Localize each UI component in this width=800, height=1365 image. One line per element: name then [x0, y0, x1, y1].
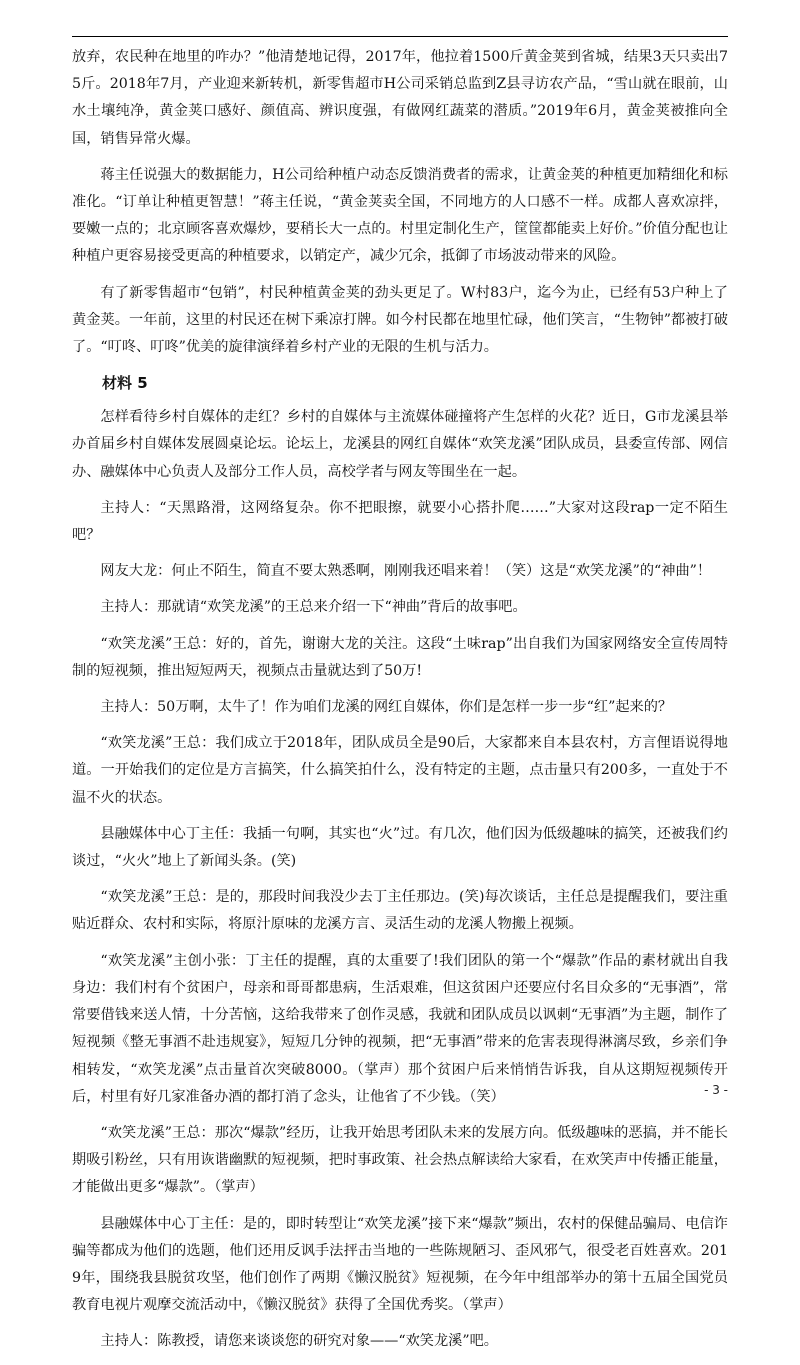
paragraph: 县融媒体中心丁主任：是的，即时转型让“欢笑龙溪”接下来“爆款”频出，农村的保健品骗局、电信诈骗等都成为他们的选题，他们还用反讽手法抨击当地的一些陈规陋习、歪风邪气，很受老百姓喜欢。2019年，围绕我县脱贫攻坚，他们创作了两期《懒汉脱贫》短视频，在今年中组部举办的第十五届全国党员教育电视片观摩交流活动中，《懒汉脱贫》获得了全国优秀奖。（掌声）: [72, 1215, 728, 1314]
paragraph: 县融媒体中心丁主任：我插一句啊，其实也“火”过。有几次，他们因为低级趣味的搞笑，还被我们约谈过，“火火”地上了新闻头条。(笑): [72, 825, 728, 870]
header-rule: [72, 36, 728, 37]
paragraph: 主持人：那就请“欢笑龙溪”的王总来介绍一下“神曲”背后的故事吧。: [100, 599, 527, 616]
paragraph: “欢笑龙溪”王总：我们成立于2018年，团队成员全是90后，大家都来自本县农村，方言俚语说得地道。一开始我们的定位是方言搞笑，什么搞笑拍什么，没有特定的主题，点击量只有200多，一直处于不温不火的状态。: [72, 735, 728, 806]
paragraph: 放弃，农民种在地里的咋办？”他清楚地记得，2017年，他拉着1500斤黄金荚到省城，结果3天只卖出75斤。2018年7月，产业迎来新转机，新零售超市H公司采销总监到Z县寻访农产品，“雪山就在眼前，山水土壤纯净，黄金荚口感好、颜值高、辨识度强，有做网红蔬菜的潜质。”2019年6月，黄金荚被推向全国，销售异常火爆。: [72, 49, 728, 147]
paragraph: “欢笑龙溪”王总：好的，首先，谢谢大龙的关注。这段“土味rap”出自我们为国家网络安全宣传周特制的短视频，推出短短两天，视频点击量就达到了50万!: [72, 635, 728, 679]
paragraph: “欢笑龙溪”王总：是的，那段时间我没少去丁主任那边。(笑)每次谈话，主任总是提醒我们，要注重贴近群众、农村和实际，将原汁原味的龙溪方言、灵活生动的龙溪人物搬上视频。: [72, 889, 728, 933]
paragraph: 蒋主任说强大的数据能力，H公司给种植户动态反馈消费者的需求，让黄金荚的种植更加精细化和标准化。“订单让种植更智慧！”蒋主任说，“黄金荚卖全国，不同地方的人口感不一样。成都人喜欢凉拌，要嫩一点的；北京顾客喜欢爆炒，要稍长大一点的。村里定制化生产，筐筐都能卖上好价。”价值分配也让种植户更容易接受更高的种植要求，以销定产，减少冗余，抵御了市场波动带来的风险。: [72, 166, 728, 265]
paragraph: “欢笑龙溪”主创小张：丁主任的提醒，真的太重要了!我们团队的第一个“爆款”作品的素材就出自我身边：我们村有个贫困户，母亲和哥哥都患病，生活艰难，但这贫困户还要应付名目众多的“无事酒”，常常要借钱来送人情，十分苦恼，这给我带来了创作灵感，我就和团队成员以讽刺“无事酒”为主题，制作了短视频《整无事酒不赴违规宴》，短短几分钟的视频，把“无事酒”带来的危害表现得淋漓尽致，乡亲们争相转发，“欢笑龙溪”点击量首次突破8000。（掌声）那个贫困户后来悄悄告诉我，自从这期短视频传开后，村里有好几家准备办酒的都打消了念头，让他省了不少钱。（笑）: [72, 952, 728, 1105]
paragraph: 有了新零售超市“包销”，村民种植黄金荚的劲头更足了。W村83户，迄今为止，已经有53户种上了黄金荚。一年前，这里的村民还在树下乘凉打牌。如今村民都在地里忙碌，他们笑言，“生物钟”都被打破了。“叮咚、叮咚”优美的旋律演绎着乡村产业的无限的生机与活力。: [72, 284, 728, 356]
document-body: [72, 44, 728, 1365]
paragraph: 主持人：“天黑路滑，这网络复杂。你不把眼擦，就要小心搭扑爬……”大家对这段rap一定不陌生吧？: [72, 499, 728, 544]
paragraph: 主持人：陈教授，请您来谈谈您的研究对象——“欢笑龙溪”吧。: [100, 1333, 498, 1350]
page-number: - 3 -: [704, 1083, 728, 1097]
paragraph: “欢笑龙溪”王总：那次“爆款”经历，让我开始思考团队未来的发展方向。低级趣味的恶搞，并不能长期吸引粉丝，只有用诙谐幽默的短视频，把时事政策、社会热点解读给大家看，在欢笑声中传播正能量，才能做出更多“爆款”。（掌声）: [72, 1124, 728, 1196]
paragraph: 怎样看待乡村自媒体的走红？乡村的自媒体与主流媒体碰撞将产生怎样的火花？近日，G市龙溪县举办首届乡村自媒体发展圆桌论坛。论坛上，龙溪县的网红自媒体“欢笑龙溪”团队成员，县委宣传部、网信办、融媒体中心负责人及部分工作人员，高校学者与网友等围坐在一起。: [72, 409, 728, 480]
paragraph: 网友大龙：何止不陌生，简直不要太熟悉啊，刚刚我还唱来着！（笑）这是“欢笑龙溪”的“神曲”！: [100, 563, 712, 580]
section-title: 材料 5: [102, 374, 148, 393]
paragraph: 主持人：50万啊，太牛了！作为咱们龙溪的网红自媒体，你们是怎样一步一步“红”起来的？: [100, 699, 673, 716]
